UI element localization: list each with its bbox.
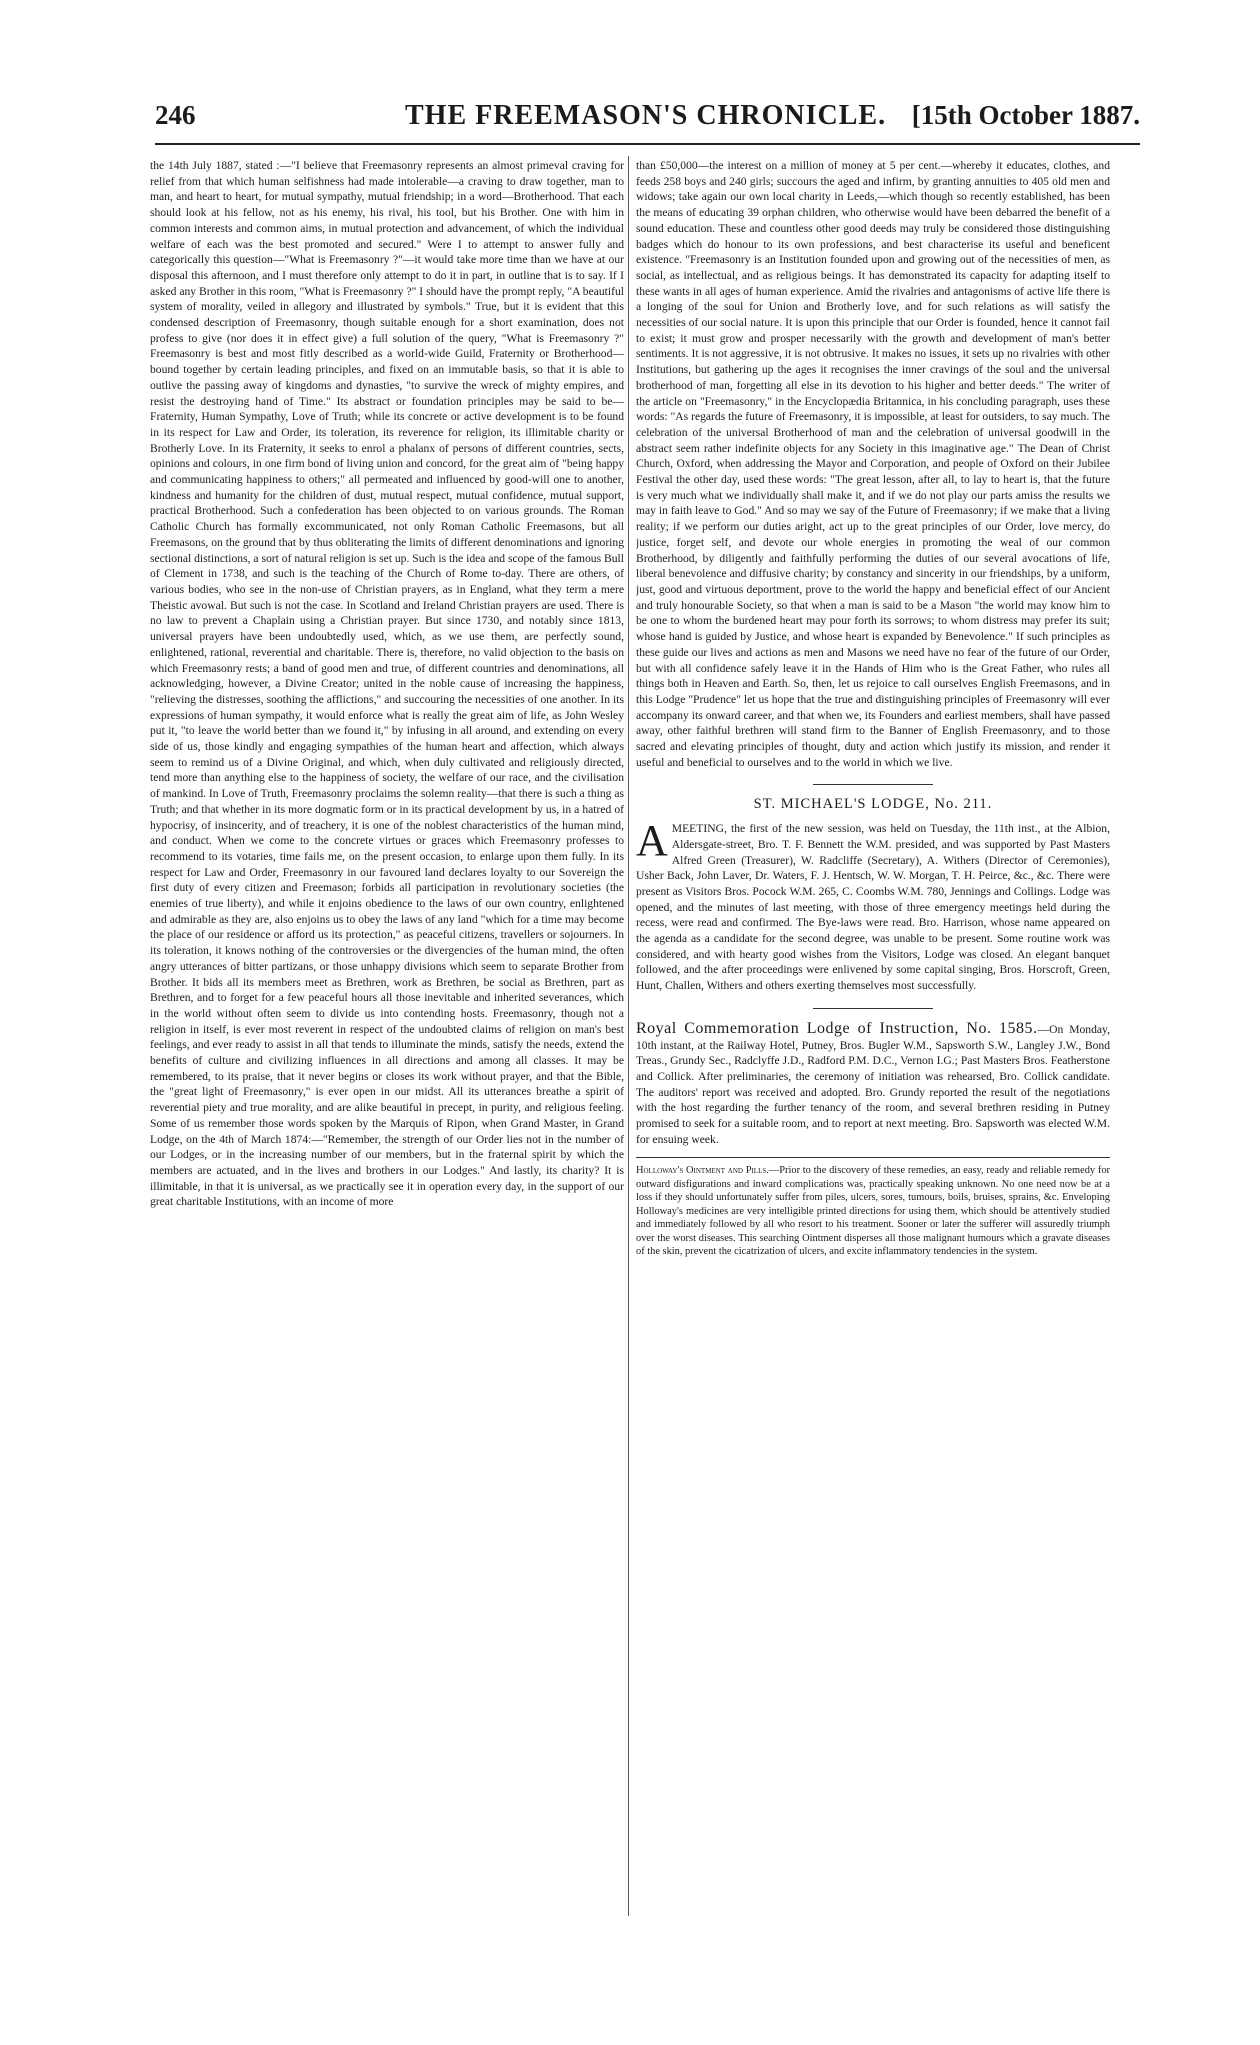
royal-commemoration-title: Royal Commemoration Lodge of Instruction, No. 1585. xyxy=(636,1019,1038,1037)
publication-title: THE FREEMASON'S CHRONICLE. xyxy=(405,100,887,131)
drop-cap: A xyxy=(636,816,668,866)
advert-rule xyxy=(636,1157,1110,1158)
st-michaels-lodge-title: ST. MICHAEL'S LODGE, No. 211. xyxy=(753,796,993,813)
issue-date: [15th October 1887. xyxy=(911,100,1140,130)
section-rule xyxy=(813,1008,933,1009)
article-conclusion-text: than £50,000—the interest on a million of money at 5 per cent.—whereby it educates, clothes, and feeds 258 boys and 240 girls; succours the aged and infirm, by granting annuities to 405 old men and widows; take again our own local charity in Leeds,—which though so recently established, has been the means of educating 39 orphan children, who otherwise would have been debarred the benefit of a sound education. These and countless other good deeds may truly be considered those distinguishing badges which do honour to its own professions, and best characterise its useful and beneficent existence. "Freemasonry is an Institution founded upon and growing out of the necessities of men, as social, as intellectual, and as religious beings. It has demonstrated its capacity for adapting itself to these wants in all ages of human experience. Amid the rivalries and antagonisms of active life there is a longing of the soul for Union and Brotherly love, and for such relations as will satisfy the necessities of our social nature. It is upon this principle that our Order is founded, hence it cannot fail to exist; it must grow and prosper necessarily with the growth and development of man's better sentiments. It is not aggressive, it is not obtrusive. It makes no issues, it sets up no rivalries with other Institutions, but gathering up the ages it recognises the inner cravings of the soul and the universal brotherhood of man, forgetting all else in its devotion to his higher and better deeds." The writer of the article on "Freemasonry," in the Encyclopædia Britannica, in his concluding paragraph, uses these words: "As regards the future of Freemasonry, it is impossible, at least for outsiders, to say much. The celebration of the universal Brotherhood of man and the celebration of universal goodwill in the abstract seem rather indefinite objects for any Society in this imaginative age." The Dean of Christ Church, Oxford, when addressing the Mayor and Corporation, and people of Oxford on their Jubilee Festival the other day, used these words: "The great lesson, after all, to lay to heart is, that the future is very much what we individually shall make it, and if we do not play our parts amiss the results we may in faith leave to God." And so may we say of the Future of Freemasonry; if we make that a living reality; if we perform our duties aright, act up to the great principles of our Order, love mercy, do justice, forget self, and devote our whole energies in promoting the weal of our common Brotherhood, by diligently and faithfully performing the duties of our several avocations of life, liberal benevolence and diffusive charity; by constancy and sincerity in our friendships, by a uniform, just, good and virtuous deportment, prove to the world the happy and beneficial effect of our Ancient and truly honourable Society, so that when a man is said to be a Mason "the world may know him to be one to whom the burdened heart may pour forth its sorrows; to whom distress may prefer its suit; whose hand is guided by Justice, and whose heart is expanded by Benevolence." If such principles as these guide our lives and actions as men and Masons we need have no fear of the future of our Order, but with all confidence safely leave it in the Hands of Him who is the Great Father, who rules all things both in Heaven and Earth. So, then, let us rejoice to call ourselves English Freemasons, and in this Lodge "Prudence" let us hope that the true and distinguishing principles of Freemasonry will ever accompany its onward career, and that when we, its Founders and earliest members, shall have passed away, other faithful brethren will stand firm to the Banner of English Freemasonry, and to those sacred and elevating principles of thought, duty and action which justify its mission, and render it useful and beneficial to ourselves and to the world in which we live. xyxy=(636,159,1110,769)
royal-commemoration-text: —On Monday, 10th instant, at the Railway Hotel, Putney, Bros. Bugler W.M., Sapsworth S.W., Langley J.W., Bond Treas., Grundy Sec., Radclyffe J.D., Radford P.M. D.C., Vernon I.G.; Past Masters Bros. Featherstone and Collick. After preliminaries, the ceremony of initiation was rehearsed, Bro. Collick candidate. The auditors' report was received and adopted. Bro. Grundy reported the result of the negotiations with the host regarding the further tenancy of the room, and several brethren residing in Putney promised to seek for a suitable room, and to report at next meeting. Bro. Sapsworth was elected W.M. for ensuing week. xyxy=(636,1022,1110,1146)
st-michaels-lodge-text: MEETING, the first of the new session, was held on Tuesday, the 11th inst., at the Albion, Aldersgate-street, Bro. T. F. Bennett the W.M. presided, and was supported by Past Masters Alfred Green (Treasurer), W. Radcliffe (Secretary), A. Withers (Director of Ceremonies), Usher Back, John Laver, Dr. Waters, F. J. Hentsch, W. W. Morgan, T. H. Peirce, &c., &c. There were present as Visitors Bros. Pocock W.M. 265, C. Coombs W.M. 780, Jennings and Collings. Lodge was opened, and the minutes of last meeting, with those of three emergency meetings held during the recess, were read and confirmed. The Bye-laws were read. Bro. Harrison, whose name appeared on the agenda as a candidate for the second degree, was unable to be present. Some routine work was considered, and with hearty good wishes from the Visitors, Lodge was closed. An elegant banquet followed, and the after proceedings were enlivened by some capital singing, Bros. Horscroft, Green, Hunt, Challen, Withers and others exerting themselves most successfully. xyxy=(636,822,1110,993)
right-column xyxy=(636,158,1110,1913)
royal-commemoration-report xyxy=(636,1021,1110,1148)
advert-lead: Holloway's Ointment and Pills. xyxy=(636,1165,769,1177)
left-column xyxy=(150,158,624,1913)
section-rule xyxy=(813,784,933,785)
holloway-advert xyxy=(636,1164,1110,1258)
article-continuation-text: the 14th July 1887, stated :—"I believe that Freemasonry represents an almost primeval craving for relief from that which human selfishness had made intolerable—a craving to draw together, man to man, and heart to heart, for mutual sympathy, mutual friendship; in a word—Brotherhood. That each should look at his fellow, not as his enemy, his rival, his tool, but his Brother. One with him in common interests and common aims, in mutual protection and advancement, of which the individual welfare of each was the best promoted and secured." Were I to attempt to answer fully and categorically this question—"What is Freemasonry ?"—it would take more time than we have at our disposal this afternoon, and I must therefore only attempt to do it in part, in outline that is to say. If I asked any Brother in this room, "What is Freemasonry ?" I should have the prompt reply, "A beautiful system of morality, veiled in allegory and illustrated by symbols." True, but it is evident that this condensed description of Freemasonry, though suitable enough for a short examination, does not profess to give (nor does it in effect give) a full solution of the query, "What is Freemasonry ?" Freemasonry is best and most fitly described as a world-wide Guild, Fraternity or Brotherhood—bound together by certain leading principles, and fixed on an immutable basis, so that it is able to outlive the passing away of kingdoms and dynasties, "to survive the wreck of mighty empires, and resist the destroying hand of Time." Its abstract or foundation principles may be said to be—Fraternity, Human Sympathy, Love of Truth; while its concrete or active development is to be found in its respect for Law and Order, its toleration, its reverence for religion, its illimitable charity or Brotherly Love. In its Fraternity, it seeks to enrol a phalanx of persons of different countries, sects, opinions and colours, in one firm bond of living union and concord, for the great aim of "being happy and communicating happiness to others;" all permeated and influenced by good-will one to another, kindness and humanity for the children of dust, mutual respect, mutual confidence, mutual support, practical Brotherhood. Such a confederation has been objected to on various grounds. The Roman Catholic Church has formally excommunicated, not only Roman Catholic Freemasons, but all Freemasons, on the ground that by thus obliterating the limits of different denominations and ignoring sectional distinctions, a sort of natural religion is set up. Such is the idea and scope of the famous Bull of Clement in 1738, and such is the teaching of the Church of Rome to-day. There are others, of various bodies, who see in the non-use of Christian prayers, as in England, what they term a mere Theistic avowal. But such is not the case. In Scotland and Ireland Christian prayers are used. There is no law to prevent a Chaplain using a Christian prayer. But since 1730, and notably since 1813, universal prayers have been undoubtedly used, which, as we use them, are perfectly sound, enlightened, rational, reverential and charitable. There is, therefore, no valid objection to the basis on which Freemasonry rests; a band of good men and true, of different countries and denominations, all acknowledging, however, a Divine Creator; united in the noble cause of increasing the happiness, "relieving the distresses, soothing the afflictions," and succouring the necessities of one another. In its expressions of human sympathy, it would enforce what is really the great aim of life, as John Wesley put it, "to leave the world better than we found it," by infusing in all around, and extending on every side of us, those kindly and engaging sympathies of the human heart and affection, which always seem to remind us of a Divine Original, and which, when duly cultivated and religiously directed, tend more than anything else to the happiness of society, the welfare of our race, and the civilisation of mankind. In Love of Truth, Freemasonry proclaims the solemn reality—that there is such a thing as Truth; and that whether in its more dogmatic form or in its practical development by us, in a hatred of hypocrisy, of insincerity, and of treachery, it is one of the noblest characteristics of the human mind, and conduct. When we come to the concrete virtues or graces which Freemasonry professes to recommend to its votaries, time fails me, on the present occasion, to enlarge upon them fully. In its respect for Law and Order, Freemasonry in our favoured land declares loyalty to our Sovereign the first duty of every citizen and Freemason; forbids all participation in revolutionary societies (the enemies of true liberty), and while it enjoins obedience to the laws of our own country, enlightened and admirable as they are, also enjoins us to obey the laws of any land "which for a time may become the place of our residence or afford us its protection," as peaceful citizens, travellers or sojourners. In its toleration, it knows nothing of the controversies or the divergencies of the human mind, the often angry utterances of bitter partizans, or those unhappy divisions which seem to separate Brother from Brother. It bids all its members meet as Brethren, work as Brethren, be social as Brethren, part as Brethren, and to forget for a few peaceful hours all those inevitable and inherited severances, which in the world without often seem to divide us into contending hosts. Freemasonry, though not a religion in itself, is ever most reverent in respect of the undoubted claims of religion on man's best feelings, and ever ready to assist in all that tends to illuminate the minds, satisfy the needs, extend the benefits of culture and civilizing influences in all directions and among all classes. It may be remembered, to its praise, that it never begins or closes its work without prayer, and that the Bible, the "great light of Freemasonry," is ever open in our midst. All its utterances breathe a spirit of reverential piety and true morality, and are alike beautiful in precept, in purity, and religious feeling. Some of us remember those words spoken by the Marquis of Ripon, when Grand Master, in Grand Lodge, on the 4th of March 1874:—"Remember, the strength of our Order lies not in the number of our Lodges, or in the increasing number of our members, but in the fraternal spirit by which the members are actuated, and in the lives and brothers in our Lodges." And lastly, its charity? It is illimitable, in that it is universal, as we practically see it in operation every day, in the support of our great charitable Institutions, with an income of more xyxy=(150,159,624,1209)
page-number: 246 xyxy=(155,100,196,130)
header-rule xyxy=(155,143,1140,145)
st-michaels-lodge-report xyxy=(636,816,1110,994)
advert-text: —Prior to the discovery of these remedies, an easy, ready and reliable remedy for outward disfigurations and inward complications was, practically speaking unknown. No one need now be at a loss if they should unfortunately suffer from piles, ulcers, sores, tumours, boils, bruises, sprains, &c. Enveloping Holloway's medicines are very intelligible printed directions for using them, which should be attentively studied and immediately followed by all who resort to his treatment. Sooner or later the sufferer will assuredly triumph over the worst diseases. This searching Ointment disperses all those malignant humours which a gravate diseases of the skin, prevent the cicatrization of ulcers, and excite inflammatory tendencies in the system. xyxy=(636,1165,1110,1257)
column-divider xyxy=(628,156,629,1916)
page-header xyxy=(155,96,1140,140)
